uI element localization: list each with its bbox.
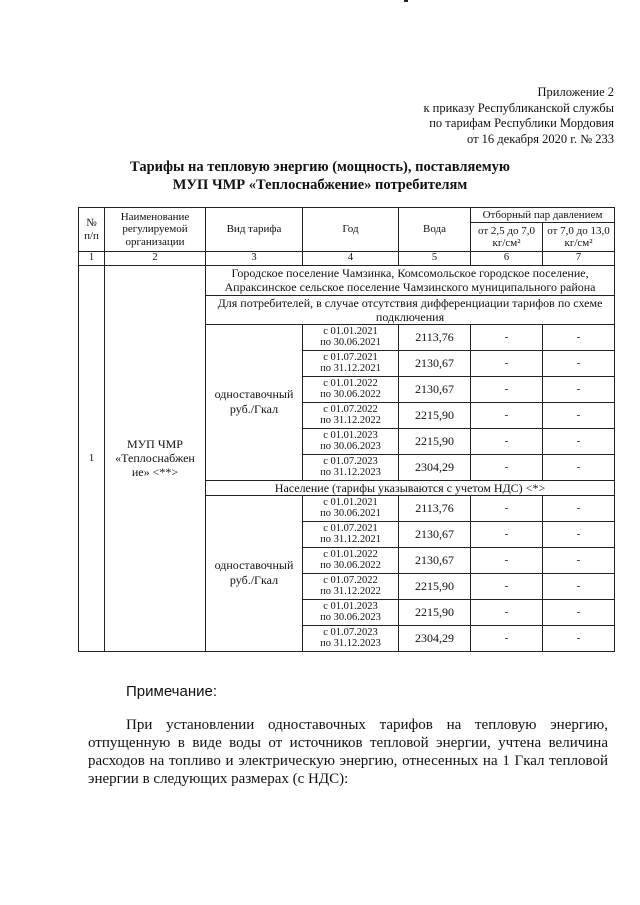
period-cell <box>303 428 399 454</box>
header-steam: Отборный пар давлением <box>471 208 615 223</box>
steam-high-price: - <box>543 521 615 547</box>
water-price: 2304,29 <box>399 625 471 651</box>
period-cell <box>303 350 399 376</box>
period-from: с 01.07.2021 <box>323 522 378 534</box>
water-price: 2130,67 <box>399 547 471 573</box>
steam-low-price: - <box>471 625 543 651</box>
period-from: с 01.01.2022 <box>323 548 378 560</box>
period-to: по 30.06.2022 <box>320 389 381 400</box>
header-steam-high: от 7,0 до 13,0 кг/см² <box>543 223 615 252</box>
steam-low-price: - <box>471 454 543 480</box>
water-price: 2113,76 <box>399 324 471 350</box>
steam-high-price: - <box>543 376 615 402</box>
row-number: 1 <box>79 265 105 651</box>
water-price: 2304,29 <box>399 454 471 480</box>
water-price: 2113,76 <box>399 495 471 521</box>
header-num: № п/п <box>79 208 105 252</box>
period-to: по 31.12.2022 <box>320 586 381 597</box>
steam-high-price: - <box>543 454 615 480</box>
appendix-line: Приложение 2 <box>537 85 614 99</box>
note-heading: Примечание: <box>126 683 217 700</box>
column-number: 1 <box>79 252 105 266</box>
steam-low-price: - <box>471 547 543 573</box>
period-from: с 01.01.2023 <box>323 600 378 612</box>
steam-low-price: - <box>471 599 543 625</box>
period-cell <box>303 521 399 547</box>
steam-low-price: - <box>471 402 543 428</box>
period-to: по 30.06.2022 <box>320 560 381 571</box>
period-to: по 30.06.2023 <box>320 441 381 452</box>
period-cell <box>303 495 399 521</box>
page-top-mark <box>404 0 408 2</box>
tariff-kind: одноставочный руб./Гкал <box>206 495 303 651</box>
section-settlements: Городское поселение Чамзинка, Комсомольское городское поселение, Апраксинское сельское поселение Чамзинского муниципального района <box>206 265 615 295</box>
period-from: с 01.01.2021 <box>323 496 378 508</box>
period-cell <box>303 324 399 350</box>
steam-low-price: - <box>471 376 543 402</box>
steam-low-price: - <box>471 521 543 547</box>
water-price: 2130,67 <box>399 521 471 547</box>
period-from: с 01.07.2023 <box>323 455 378 467</box>
steam-high-price: - <box>543 573 615 599</box>
column-number: 6 <box>471 252 543 266</box>
section-population: Население (тарифы указываются с учетом НДС) <*> <box>206 480 615 495</box>
period-to: по 31.12.2022 <box>320 415 381 426</box>
water-price: 2215,90 <box>399 599 471 625</box>
period-cell <box>303 625 399 651</box>
note-paragraph: При установлении одноставочных тарифов на тепловую энергию, отпущенную в виде воды от источников тепловой энергии, учтена величина расходов на топливо и электрическую энергию, отнесенных на 1 Гкал тепловой энергии в следующих размерах (с НДС): <box>88 717 608 787</box>
steam-high-price: - <box>543 428 615 454</box>
steam-high-price: - <box>543 495 615 521</box>
steam-low-price: - <box>471 428 543 454</box>
period-from: с 01.01.2021 <box>323 325 378 337</box>
steam-low-price: - <box>471 324 543 350</box>
steam-low-price: - <box>471 495 543 521</box>
tariff-table <box>78 207 615 652</box>
column-number: 3 <box>206 252 303 266</box>
header-row <box>79 208 615 223</box>
steam-high-price: - <box>543 324 615 350</box>
steam-high-price: - <box>543 625 615 651</box>
column-number: 2 <box>105 252 206 266</box>
column-number-row <box>79 252 615 266</box>
period-to: по 30.06.2023 <box>320 612 381 623</box>
tariff-kind: одноставочный руб./Гкал <box>206 324 303 480</box>
section-consumers: Для потребителей, в случае отсутствия дифференциации тарифов по схеме подключения <box>206 295 615 324</box>
period-from: с 01.07.2023 <box>323 626 378 638</box>
period-to: по 30.06.2021 <box>320 508 381 519</box>
appendix-line: по тарифам Республики Мордовия <box>429 116 614 130</box>
period-to: по 31.12.2023 <box>320 638 381 649</box>
period-cell <box>303 599 399 625</box>
column-number: 7 <box>543 252 615 266</box>
header-water: Вода <box>399 208 471 252</box>
period-to: по 30.06.2021 <box>320 337 381 348</box>
water-price: 2215,90 <box>399 428 471 454</box>
water-price: 2215,90 <box>399 573 471 599</box>
title-line: МУП ЧМР «Теплоснабжение» потребителям <box>172 177 468 193</box>
header-steam-low: от 2,5 до 7,0 кг/см² <box>471 223 543 252</box>
steam-high-price: - <box>543 402 615 428</box>
period-to: по 31.12.2021 <box>320 363 381 374</box>
period-cell <box>303 376 399 402</box>
period-from: с 01.01.2022 <box>323 377 378 389</box>
steam-low-price: - <box>471 573 543 599</box>
steam-high-price: - <box>543 599 615 625</box>
header-kind: Вид тарифа <box>206 208 303 252</box>
header-org: Наименование регулируемой организации <box>105 208 206 252</box>
period-from: с 01.07.2022 <box>323 574 378 586</box>
period-cell <box>303 547 399 573</box>
period-from: с 01.01.2023 <box>323 429 378 441</box>
period-cell <box>303 454 399 480</box>
title-line: Тарифы на тепловую энергию (мощность), поставляемую <box>130 159 510 175</box>
water-price: 2215,90 <box>399 402 471 428</box>
document-title <box>0 158 640 194</box>
appendix-line: к приказу Республиканской службы <box>423 100 614 115</box>
header-year: Год <box>303 208 399 252</box>
period-from: с 01.07.2022 <box>323 403 378 415</box>
period-cell <box>303 573 399 599</box>
appendix-reference <box>354 85 614 147</box>
section-row <box>79 265 615 295</box>
period-to: по 31.12.2023 <box>320 467 381 478</box>
organization-name: МУП ЧМР «Теплоснабжен ие» <**> <box>105 265 206 651</box>
column-number: 4 <box>303 252 399 266</box>
steam-high-price: - <box>543 350 615 376</box>
period-cell <box>303 402 399 428</box>
column-number: 5 <box>399 252 471 266</box>
period-from: с 01.07.2021 <box>323 351 378 363</box>
steam-low-price: - <box>471 350 543 376</box>
appendix-line: от 16 декабря 2020 г. № 233 <box>466 131 614 146</box>
water-price: 2130,67 <box>399 350 471 376</box>
water-price: 2130,67 <box>399 376 471 402</box>
period-to: по 31.12.2021 <box>320 534 381 545</box>
steam-high-price: - <box>543 547 615 573</box>
